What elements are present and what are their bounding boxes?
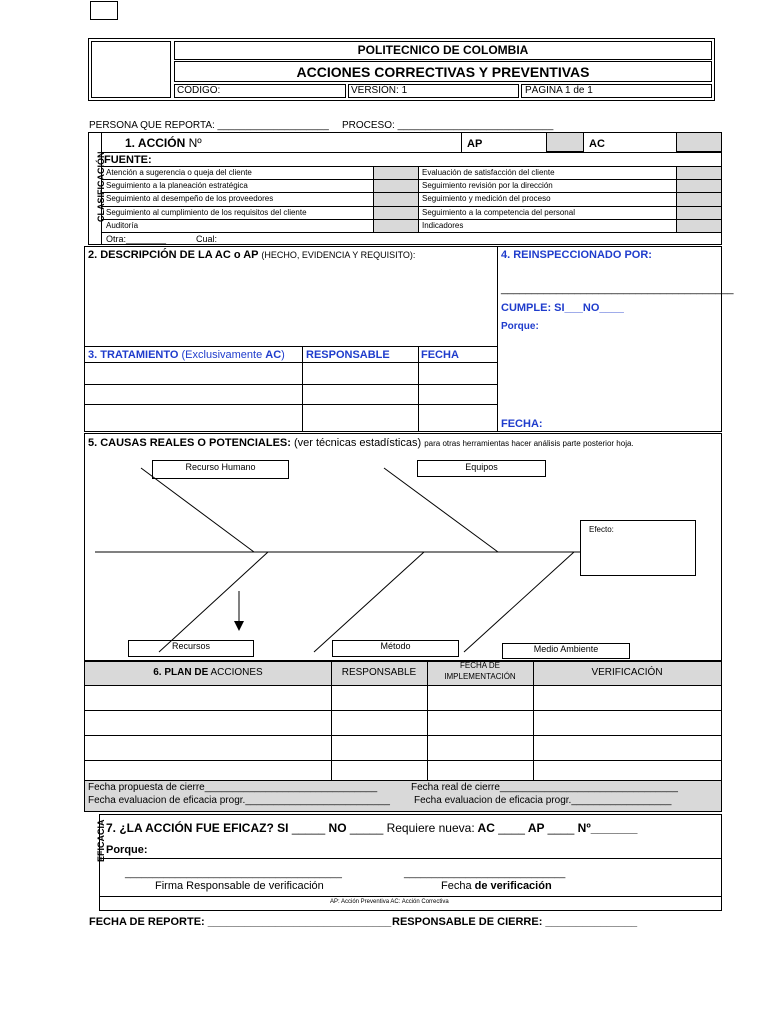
ap-label: AP <box>467 138 483 150</box>
source-right-checkbox-3[interactable] <box>676 206 722 220</box>
efficacy-question-line[interactable]: 7. ¿LA ACCIÓN FUE EFICAZ? SI _____ NO _____ Requiere nueva: AC ____ AP ____ Nº_______ <box>106 821 638 835</box>
form-title: ACCIONES CORRECTIVAS Y PREVENTIVAS <box>296 64 590 80</box>
source-right-0: Evaluación de satisfacción del cliente <box>422 168 555 177</box>
logo-box <box>91 41 171 98</box>
verification-date-label: Fecha de verificación <box>441 880 552 892</box>
source-left-0: Atención a sugerencia o queja del cliente <box>106 168 252 177</box>
source-row-divider <box>101 192 722 193</box>
source-right-checkbox-0[interactable] <box>676 166 722 180</box>
environment-label: Medio Ambiente <box>533 644 599 654</box>
source-right-checkbox-2[interactable] <box>676 192 722 206</box>
section3-responsible: RESPONSABLE <box>306 349 390 361</box>
proposed-close-date[interactable]: Fecha propuesta de cierre_______________________________ <box>88 782 378 793</box>
efficacy-why: Porque: <box>106 844 148 856</box>
source-label: FUENTE: <box>104 154 152 166</box>
page-label: PÁGINA 1 de 1 <box>525 85 593 96</box>
human-resource-label: Recurso Humano <box>185 462 256 472</box>
ac-label: AC <box>589 138 605 150</box>
source-right-3: Seguimiento a la competencia del personal <box>422 207 575 217</box>
which-label: Cual: <box>196 234 218 244</box>
classification-vertical-label: CLASIFICACIÓN <box>96 151 106 222</box>
source-row-divider <box>101 206 722 207</box>
source-left-2: Seguimiento al desempeño de los proveedores <box>106 194 274 204</box>
section3-title: 3. TRATAMIENTO (Exclusivamente AC) <box>88 349 285 361</box>
bone-equipment <box>384 468 498 552</box>
source-left-checkbox-2[interactable] <box>373 192 419 206</box>
section6-title: 6. PLAN DE ACCIONES <box>153 667 263 678</box>
section4-line[interactable]: ______________________________________ <box>501 283 734 295</box>
bone-method <box>314 552 424 652</box>
section3-date: FECHA <box>421 349 459 361</box>
signature-label: Firma Responsable de verificación <box>155 880 324 892</box>
other-label: Otra:________ <box>106 234 167 244</box>
section6-verification: VERIFICACIÓN <box>591 667 663 678</box>
code-label: CÓDIGO: <box>177 85 221 96</box>
institution-name: POLITECNICO DE COLOMBIA <box>357 43 529 57</box>
source-left-checkbox-0[interactable] <box>373 166 419 180</box>
efficacy-vertical-label: EFICACIA <box>96 819 106 862</box>
report-date[interactable]: FECHA DE REPORTE: ______________________________ <box>89 916 392 928</box>
verification-date-line[interactable]: _____________________________ <box>404 868 566 879</box>
source-row-divider <box>101 179 722 180</box>
source-left-4: Auditoría <box>106 220 139 230</box>
top-checkbox[interactable] <box>90 1 118 20</box>
close-responsible[interactable]: RESPONSABLE DE CIERRE: _______________ <box>392 916 638 928</box>
bone-resources <box>159 552 268 652</box>
source-right-2: Seguimiento y medición del proceso <box>422 194 551 204</box>
bone-human <box>141 468 254 552</box>
signature-line[interactable]: _______________________________________ <box>125 868 342 879</box>
source-left-3: Seguimiento al cumplimiento de los requisitos del cliente <box>106 207 307 217</box>
real-close-date[interactable]: Fecha real de cierre________________________________ <box>411 782 678 793</box>
resources-label: Recursos <box>171 641 210 651</box>
bone-environment <box>464 552 574 652</box>
source-right-checkbox-4[interactable] <box>676 219 722 233</box>
source-left-checkbox-4[interactable] <box>373 219 419 233</box>
section4-title: 4. REINSPECCIONADO POR: <box>501 249 652 261</box>
source-row-divider <box>101 219 722 220</box>
version-label: VERSIÓN: 1 <box>351 85 408 96</box>
source-left-1: Seguimiento a la planeación estratégica <box>106 181 248 191</box>
person-reporting-label: PERSONA QUE REPORTA: ____________________ <box>89 120 329 131</box>
source-left-checkbox-3[interactable] <box>373 206 419 220</box>
section6-responsible: RESPONSABLE <box>341 667 417 678</box>
source-right-checkbox-1[interactable] <box>676 179 722 193</box>
efficacy-eval-date-2[interactable]: Fecha evaluacion de eficacia progr.__________________ <box>414 795 672 806</box>
section6-impl-date-1: FECHA DE <box>459 661 500 670</box>
ap-checkbox[interactable] <box>546 132 584 152</box>
source-right-1: Seguimiento revisión por la dirección <box>422 181 553 191</box>
complies-label[interactable]: CUMPLE: SI___NO____ <box>501 302 624 314</box>
abbreviation-legend: AP: Acción Preventiva AC: Acción Correctiva <box>330 899 449 905</box>
method-label: Método <box>380 641 411 651</box>
equipment-label: Equipos <box>465 462 498 472</box>
effect-label: Efecto: <box>589 525 614 534</box>
section4-date: FECHA: <box>501 418 543 430</box>
source-left-checkbox-1[interactable] <box>373 179 419 193</box>
section2-title: 2. DESCRIPCIÓN DE LA AC o AP (HECHO, EVIDENCIA Y REQUISITO): <box>88 249 416 261</box>
section5-title: 5. CAUSAS REALES O POTENCIALES: (ver técnicas estadísticas) para otras herramientas hacer análisis parte posterior hoja. <box>88 437 634 449</box>
section1-title: 1. ACCIÓN Nº <box>125 136 202 150</box>
arrow-head <box>234 621 244 631</box>
section6-impl-date-2: IMPLEMENTACIÓN <box>444 672 516 681</box>
process-label: PROCESO: ____________________________ <box>342 120 554 131</box>
source-right-4: Indicadores <box>422 220 464 230</box>
section4-why: Porque: <box>501 321 539 332</box>
ac-checkbox[interactable] <box>676 132 722 152</box>
efficacy-eval-date-1[interactable]: Fecha evaluacion de eficacia progr.__________________________ <box>88 795 390 806</box>
